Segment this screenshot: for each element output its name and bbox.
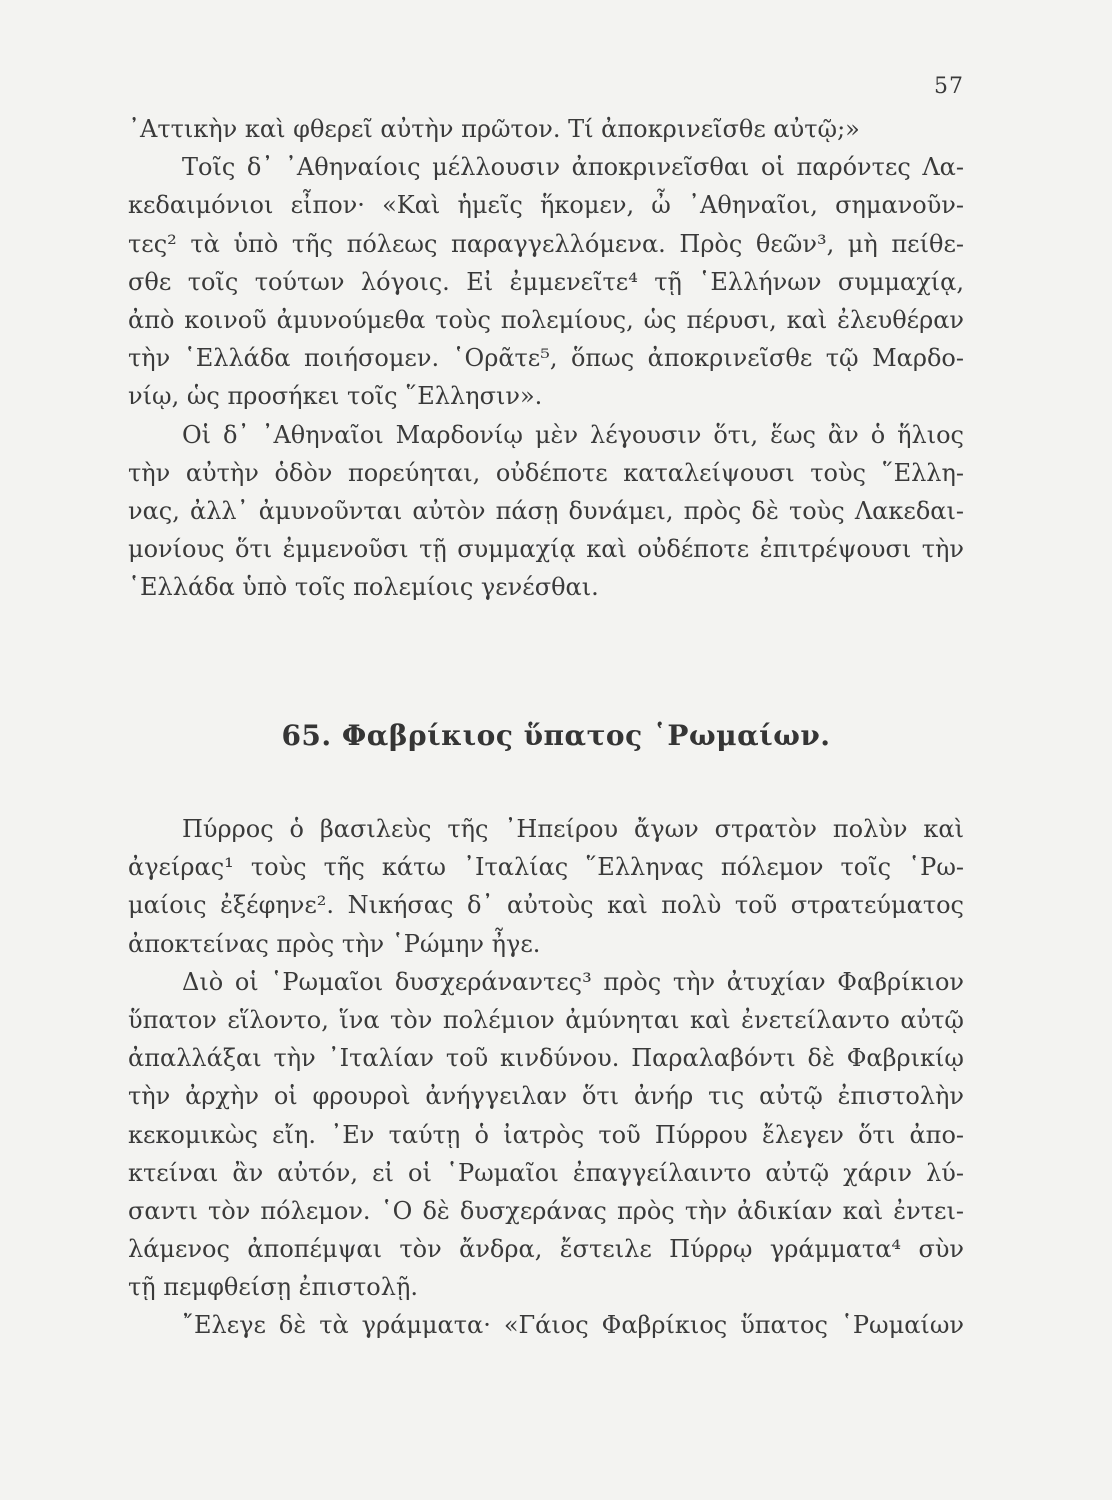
text-line: μονίους ὅτι ἐμμενοῦσι τῇ συμμαχίᾳ καὶ οὐδέποτε ἐπιτρέψουσι τὴν bbox=[128, 535, 964, 564]
text-line: τες² τὰ ὑπὸ τῆς πόλεως παραγγελλόμενα. Πρὸς θεῶν³, μὴ πείθε- bbox=[128, 229, 964, 258]
text-section-2 bbox=[128, 810, 964, 1345]
text-line: νίῳ, ὡς προσήκει τοῖς ῞Ελλησιν». bbox=[128, 382, 543, 411]
text-line: κτείναι ἂν αὐτόν, εἰ οἱ ῾Ρωμαῖοι ἐπαγγείλαιντο αὐτῷ χάριν λύ- bbox=[128, 1158, 964, 1187]
text-line: σαντι τὸν πόλεμον. ῾Ο δὲ δυσχεράνας πρὸς τὴν ἀδικίαν καὶ ἐντει- bbox=[128, 1196, 964, 1225]
text-line: κεδαιμόνιοι εἶπον· «Καὶ ἡμεῖς ἥκομεν, ὦ ᾿Αθηναῖοι, σημανοῦν- bbox=[128, 191, 964, 220]
text-line: τῇ πεμφθείσῃ ἐπιστολῇ. bbox=[128, 1273, 418, 1302]
text-line: ῾Ελλάδα ὑπὸ τοῖς πολεμίοις γενέσθαι. bbox=[128, 573, 599, 602]
text-line: ὕπατον εἵλοντο, ἵνα τὸν πολέμιον ἀμύνηται καὶ ἐνετείλαντο αὐτῷ bbox=[128, 1005, 964, 1034]
text-line: σθε τοῖς τούτων λόγοις. Εἰ ἐμμενεῖτε⁴ τῇ ῾Ελλήνων συμμαχίᾳ, bbox=[128, 267, 964, 296]
text-line: Οἱ δ᾿ ᾿Αθηναῖοι Μαρδονίῳ μὲν λέγουσιν ὅτι, ἕως ἂν ὁ ἥλιος bbox=[182, 420, 964, 449]
text-line: Πύρρος ὁ βασιλεὺς τῆς ᾿Ηπείρου ἄγων στρατὸν πολὺν καὶ bbox=[182, 815, 964, 843]
text-line: λάμενος ἀποπέμψαι τὸν ἄνδρα, ἔστειλε Πύρρῳ γράμματα⁴ σὺν bbox=[128, 1235, 964, 1264]
text-line: τὴν ῾Ελλάδα ποιήσομεν. ῾Ορᾶτε⁵, ὅπως ἀποκρινεῖσθε τῷ Μαρδο- bbox=[128, 344, 964, 373]
text-line: ἀπαλλάξαι τὴν ᾿Ιταλίαν τοῦ κινδύνου. Παραλαβόντι δὲ Φαβρικίῳ bbox=[128, 1044, 964, 1073]
text-line: ἀγείρας¹ τοὺς τῆς κάτω ᾿Ιταλίας ῞Ελληνας πόλεμον τοῖς ῾Ρω- bbox=[128, 853, 964, 882]
text-line: τὴν ἀρχὴν οἱ φρουροὶ ἀνήγγειλαν ὅτι ἀνήρ τις αὐτῷ ἐπιστολὴν bbox=[128, 1082, 964, 1111]
text-line: ᾿Αττικὴν καὶ φθερεῖ αὐτὴν πρῶτον. Τί ἀποκρινεῖσθε αὐτῷ;» bbox=[128, 115, 860, 143]
text-line: μαίοις ἐξέφηνε². Νικήσας δ᾿ αὐτοὺς καὶ πολὺ τοῦ στρατεύματος bbox=[128, 891, 964, 920]
text-line: ἀποκτείνας πρὸς τὴν ῾Ρώμην ἦγε. bbox=[128, 929, 541, 958]
text-line: ῎Ελεγε δὲ τὰ γράμματα· «Γάιος Φαβρίκιος ὕπατος ῾Ρωμαίων bbox=[182, 1311, 964, 1340]
text-section-1 bbox=[128, 110, 964, 606]
text-line: Διὸ οἱ ῾Ρωμαῖοι δυσχεράναντες³ πρὸς τὴν ἀτυχίαν Φαβρίκιον bbox=[182, 967, 964, 996]
text-line: ἀπὸ κοινοῦ ἀμυνούμεθα τοὺς πολεμίους, ὡς πέρυσι, καὶ ἐλευθέραν bbox=[128, 305, 964, 334]
text-line: Τοῖς δ᾿ ᾿Αθηναίοις μέλλουσιν ἀποκρινεῖσθαι οἱ παρόντες Λα- bbox=[182, 153, 964, 182]
section-heading: 65. Φαβρίκιος ὕπατος ῾Ρωμαίων. bbox=[281, 719, 831, 752]
page-number: 57 bbox=[934, 74, 964, 99]
text-line: νας, ἀλλ᾿ ἀμυνοῦνται αὐτὸν πάσῃ δυνάμει, πρὸς δὲ τοὺς Λακεδαι- bbox=[128, 496, 964, 525]
text-line: κεκομικὼς εἴη. ᾿Εν ταύτῃ ὁ ἰατρὸς τοῦ Πύρρου ἔλεγεν ὅτι ἀπο- bbox=[128, 1120, 964, 1149]
text-line: τὴν αὐτὴν ὁδὸν πορεύηται, οὐδέποτε καταλείψουσι τοὺς ῞Ελλη- bbox=[128, 458, 964, 487]
